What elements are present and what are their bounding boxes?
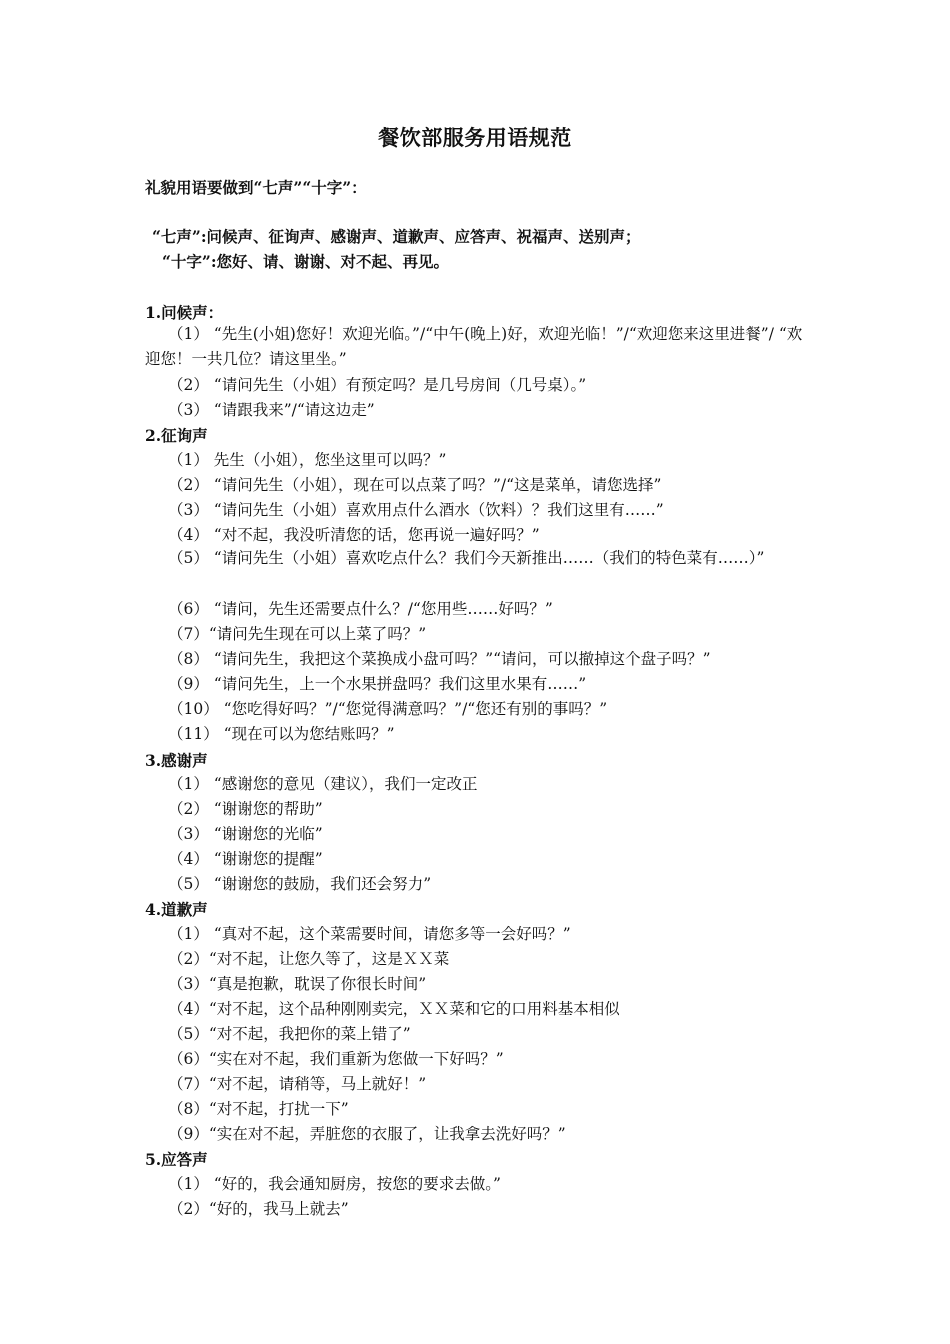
intro-line: 礼貌用语要做到“七声”“十字”：: [145, 178, 367, 197]
list-item: （2） “请问先生（小姐），现在可以点菜了吗？”/“这是菜单，请您选择”: [168, 476, 662, 494]
list-item: （1） “先生(小姐)您好！欢迎光临。”/“中午(晚上)好，欢迎光临！”/“欢迎您来这里进餐”/ “欢迎您！一共几位？请这里坐。”: [145, 325, 803, 368]
list-item: （2） “谢谢您的帮助”: [168, 800, 323, 818]
list-item: （6） “请问，先生还需要点什么？/“您用些……好吗？”: [168, 600, 553, 618]
list-item: （9） “请问先生，上一个水果拼盘吗？我们这里水果有……”: [168, 675, 587, 693]
list-item: （5） “请问先生（小姐）喜欢吃点什么？我们今天新推出……（我们的特色菜有……）”: [168, 549, 765, 567]
list-item: （8）“对不起，打扰一下”: [168, 1100, 349, 1118]
shi-zi-line: “十字”:您好、请、谢谢、对不起、再见。: [162, 252, 450, 271]
list-item: （1） “真对不起，这个菜需要时间，请您多等一会好吗？”: [168, 925, 571, 943]
list-item: （7）“请问先生现在可以上菜了吗？”: [168, 625, 427, 643]
list-item: （4）“对不起，这个品种刚刚卖完，ＸＸ菜和它的口用料基本相似: [168, 1000, 620, 1018]
list-item: （9）“实在对不起，弄脏您的衣服了，让我拿去洗好吗？”: [168, 1125, 566, 1143]
page-title: 餐饮部服务用语规范: [378, 125, 572, 150]
list-item: （2）“对不起，让您久等了，这是ＸＸ菜: [168, 950, 450, 968]
section-heading-thanks: 3.感谢声: [145, 751, 208, 770]
list-item: （11） “现在可以为您结账吗？”: [168, 725, 395, 743]
list-item: （3）“真是抱歉，耽误了你很长时间”: [168, 975, 427, 993]
section-heading-apology: 4.道歉声: [145, 900, 208, 919]
qi-sheng-line: “七声”:问候声、征询声、感谢声、道歉声、应答声、祝福声、送别声；: [152, 227, 641, 246]
list-item: （1） 先生（小姐），您坐这里可以吗？”: [168, 451, 447, 469]
list-item: （8） “请问先生，我把这个菜换成小盘可吗？”“请问，可以撤掉这个盘子吗？”: [168, 650, 711, 668]
list-item: （1） “感谢您的意见（建议），我们一定改正: [168, 775, 478, 793]
list-item: （7）“对不起，请稍等，马上就好！”: [168, 1075, 427, 1093]
section-heading-response: 5.应答声: [145, 1150, 208, 1169]
list-item: （3） “谢谢您的光临”: [168, 825, 323, 843]
section-heading-greeting: 1.问候声：: [145, 303, 224, 322]
section-heading-inquiry: 2.征询声: [145, 426, 208, 445]
list-item: （5）“对不起，我把你的菜上错了”: [168, 1025, 411, 1043]
list-item: （3） “请问先生（小姐）喜欢用点什么酒水（饮料）？我们这里有……”: [168, 501, 664, 519]
list-item: （1） “好的，我会通知厨房，按您的要求去做。”: [168, 1175, 501, 1193]
list-item: （6）“实在对不起，我们重新为您做一下好吗？”: [168, 1050, 504, 1068]
list-item: （4） “谢谢您的提醒”: [168, 850, 323, 868]
list-item: （4） “对不起，我没听清您的话，您再说一遍好吗？”: [168, 526, 540, 544]
list-item: （2）“好的，我马上就去”: [168, 1200, 349, 1218]
list-item: （3） “请跟我来”/“请这边走”: [168, 401, 375, 419]
list-item: （10） “您吃得好吗？”/“您觉得满意吗？”/“您还有别的事吗？”: [168, 700, 608, 718]
list-item: （5） “谢谢您的鼓励，我们还会努力”: [168, 875, 432, 893]
list-item: （2） “请问先生（小姐）有预定吗？是几号房间（几号桌）。”: [168, 376, 587, 394]
